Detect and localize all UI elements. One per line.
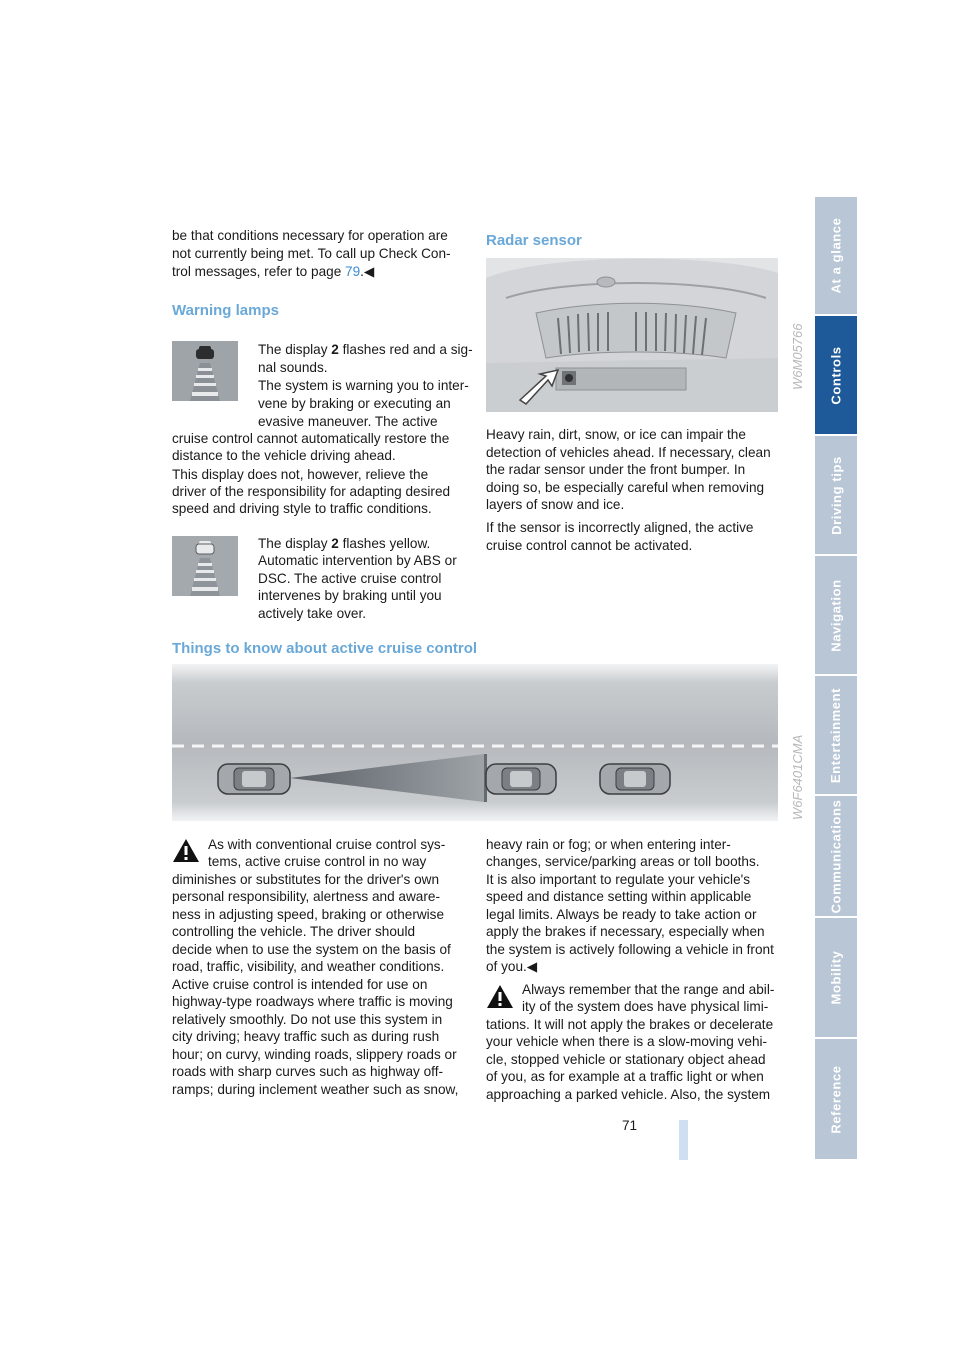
warning-lamps-heading: Warning lamps	[172, 302, 279, 319]
caution1-cont-line-8: of you.◀	[486, 959, 538, 974]
tab-controls-label: Controls	[828, 345, 844, 405]
tab-at-a-glance[interactable]	[815, 197, 857, 314]
tab-controls[interactable]	[815, 316, 857, 434]
vehicle-ahead-icon	[486, 764, 556, 794]
caution1-cont-line-2: changes, service/parking areas or toll booths.	[486, 854, 760, 869]
red-lamp-line-9: driver of the responsibility for adapting desired	[172, 484, 451, 499]
intro-line-1: be that conditions necessary for operation are	[172, 228, 448, 243]
red-lamp-line-2: nal sounds.	[258, 360, 328, 375]
radar-p1-line-2: detection of vehicles ahead. If necessary, clean	[486, 445, 771, 460]
things-to-know-heading: Things to know about active cruise control	[172, 640, 478, 657]
yellow-lamp-line-2: Automatic intervention by ABS or	[258, 553, 457, 568]
tab-entertainment[interactable]	[815, 676, 857, 794]
intro-line-2: not currently being met. To call up Check Con-	[172, 246, 451, 261]
tab-reference[interactable]	[815, 1039, 857, 1159]
yellow-warning-lamp-image	[172, 536, 238, 596]
radar-image-code: W6M05766	[790, 323, 805, 390]
yellow-lamp-display-number: 2	[331, 536, 339, 551]
radar-sensor-image	[486, 258, 778, 412]
car-front-bumper-illustration	[486, 258, 778, 412]
caution1-line-2: tems, active cruise control in no way	[208, 854, 427, 869]
yellow-lamp-line-5: actively take over.	[258, 606, 367, 621]
caution1-line-12: city driving; heavy traffic such as during rush	[172, 1029, 440, 1044]
red-lamp-line-1-end: flashes red and a sig-	[338, 342, 473, 357]
red-lamp-line-1-text: The display	[258, 342, 332, 357]
red-lamp-line-3: The system is warning you to inter-	[258, 378, 469, 393]
tab-communications[interactable]	[815, 796, 857, 916]
car-approach-icon	[172, 341, 238, 401]
caution1-line-10: highway-type roadways where traffic is moving	[172, 994, 453, 1009]
caution1-line-14: roads with sharp curves such as highway off-	[172, 1064, 443, 1079]
red-lamp-line-10: speed and driving style to traffic conditions.	[172, 501, 432, 516]
caution1-line-11: relatively smoothly. Do not use this system in	[172, 1012, 443, 1027]
caution1-cont-line-5: legal limits. Always be ready to take action or	[486, 907, 757, 922]
radar-p2-line-2: cruise control cannot be activated.	[486, 538, 693, 553]
own-car-icon	[218, 764, 290, 794]
red-lamp-display-number: 2	[331, 342, 339, 357]
caution1-line-6: controlling the vehicle. The driver should	[172, 924, 416, 939]
caution1-line-3: diminishes or substitutes for the driver's own	[172, 872, 440, 887]
red-lamp-line-6: cruise control cannot automatically restore the	[172, 431, 450, 446]
warning-triangle-icon-2	[486, 984, 514, 1009]
red-lamp-line-8: This display does not, however, relieve the	[172, 467, 429, 482]
intro-line-3-end: .◀	[360, 264, 375, 279]
caution2-line-5: cle, stopped vehicle or stationary object ahead	[486, 1052, 766, 1067]
yellow-lamp-line-4: intervenes by braking until you	[258, 588, 442, 603]
caution1-line-8: road, traffic, visibility, and weather conditions.	[172, 959, 445, 974]
tab-driving-tips[interactable]	[815, 436, 857, 554]
caution1-line-5: ness in adjusting speed, braking or otherwise	[172, 907, 445, 922]
caution1-line-4: personal responsibility, alertness and aware-	[172, 889, 440, 904]
red-lamp-line-7: distance to the vehicle driving ahead.	[172, 448, 396, 463]
tab-at-a-glance-label: At a glance	[828, 217, 844, 294]
tab-navigation[interactable]	[815, 556, 857, 674]
tab-reference-label: Reference	[828, 1064, 844, 1134]
yellow-lamp-line-1-text: The display	[258, 536, 332, 551]
car-intervention-icon	[172, 536, 238, 596]
tab-driving-tips-label: Driving tips	[828, 455, 844, 535]
radar-p1-line-1: Heavy rain, dirt, snow, or ice can impair the	[486, 427, 746, 442]
yellow-lamp-line-3: DSC. The active cruise control	[258, 571, 442, 586]
tab-mobility[interactable]	[815, 918, 857, 1037]
radar-p2-line-1: If the sensor is incorrectly aligned, the active	[486, 520, 754, 535]
caution1-line-15: ramps; during inclement weather such as snow,	[172, 1082, 459, 1097]
red-lamp-line-1	[258, 341, 473, 358]
warning-triangle-icon	[172, 838, 200, 863]
caution1-cont-line-3: It is also important to regulate your vehicle's	[486, 872, 751, 887]
red-lamp-line-4: vene by braking or executing an	[258, 396, 451, 411]
caution1-cont-line-4: speed and distance setting within applicable	[486, 889, 752, 904]
radar-p1-line-4: doing so, be especially careful when removing	[486, 480, 765, 495]
cruise-control-diagram	[172, 664, 778, 821]
far-vehicle-icon	[600, 764, 670, 794]
caution2-line-1: Always remember that the range and abil-	[522, 982, 775, 997]
tab-communications-label: Communications	[828, 799, 844, 913]
caution1-line-7: decide when to use the system on the basis of	[172, 942, 451, 957]
radar-p1-line-3: the radar sensor under the front bumper. In	[486, 462, 746, 477]
intro-line-3-text: trol messages, refer to page	[172, 264, 346, 279]
caution2-line-2: ity of the system does have physical limi-	[522, 999, 769, 1014]
caution1-cont-line-7: the system is actively following a vehicle in front	[486, 942, 774, 957]
caution1-line-1: As with conventional cruise control sys-	[208, 837, 446, 852]
yellow-lamp-line-1	[258, 535, 430, 552]
caution2-line-3: tations. It will not apply the brakes or decelerate	[486, 1017, 774, 1032]
caution1-cont-line-6: apply the brakes if necessary, especially when	[486, 924, 765, 939]
caution2-line-4: your vehicle when there is a slow-moving vehi-	[486, 1034, 768, 1049]
caution1-line-13: hour; on curvy, winding roads, slippery roads or	[172, 1047, 457, 1062]
tab-navigation-label: Navigation	[828, 578, 844, 652]
red-warning-lamp-image	[172, 341, 238, 401]
caution2-line-7: approaching a parked vehicle. Also, the system	[486, 1087, 771, 1102]
tab-mobility-label: Mobility	[828, 950, 844, 1005]
radar-sensor-heading: Radar sensor	[486, 232, 582, 249]
caution1-line-9: Active cruise control is intended for use on	[172, 977, 428, 992]
road-illustration	[172, 664, 778, 821]
tab-entertainment-label: Entertainment	[828, 687, 844, 783]
page-number: 71	[622, 1118, 638, 1133]
red-lamp-line-5: evasive maneuver. The active	[258, 414, 438, 429]
radar-p1-line-5: layers of snow and ice.	[486, 497, 625, 512]
caution2-line-6: of you, as for example at a traffic light or when	[486, 1069, 764, 1084]
intro-line-3	[172, 263, 374, 280]
yellow-lamp-line-1-end: flashes yellow.	[338, 536, 431, 551]
page-79-link[interactable]: 79	[345, 264, 361, 279]
chapter-tabs	[815, 197, 857, 1159]
caution1-cont-line-1: heavy rain or fog; or when entering inter-	[486, 837, 731, 852]
page-number-bar	[679, 1120, 688, 1160]
diagram-image-code: W6F6401CMA	[790, 734, 805, 820]
